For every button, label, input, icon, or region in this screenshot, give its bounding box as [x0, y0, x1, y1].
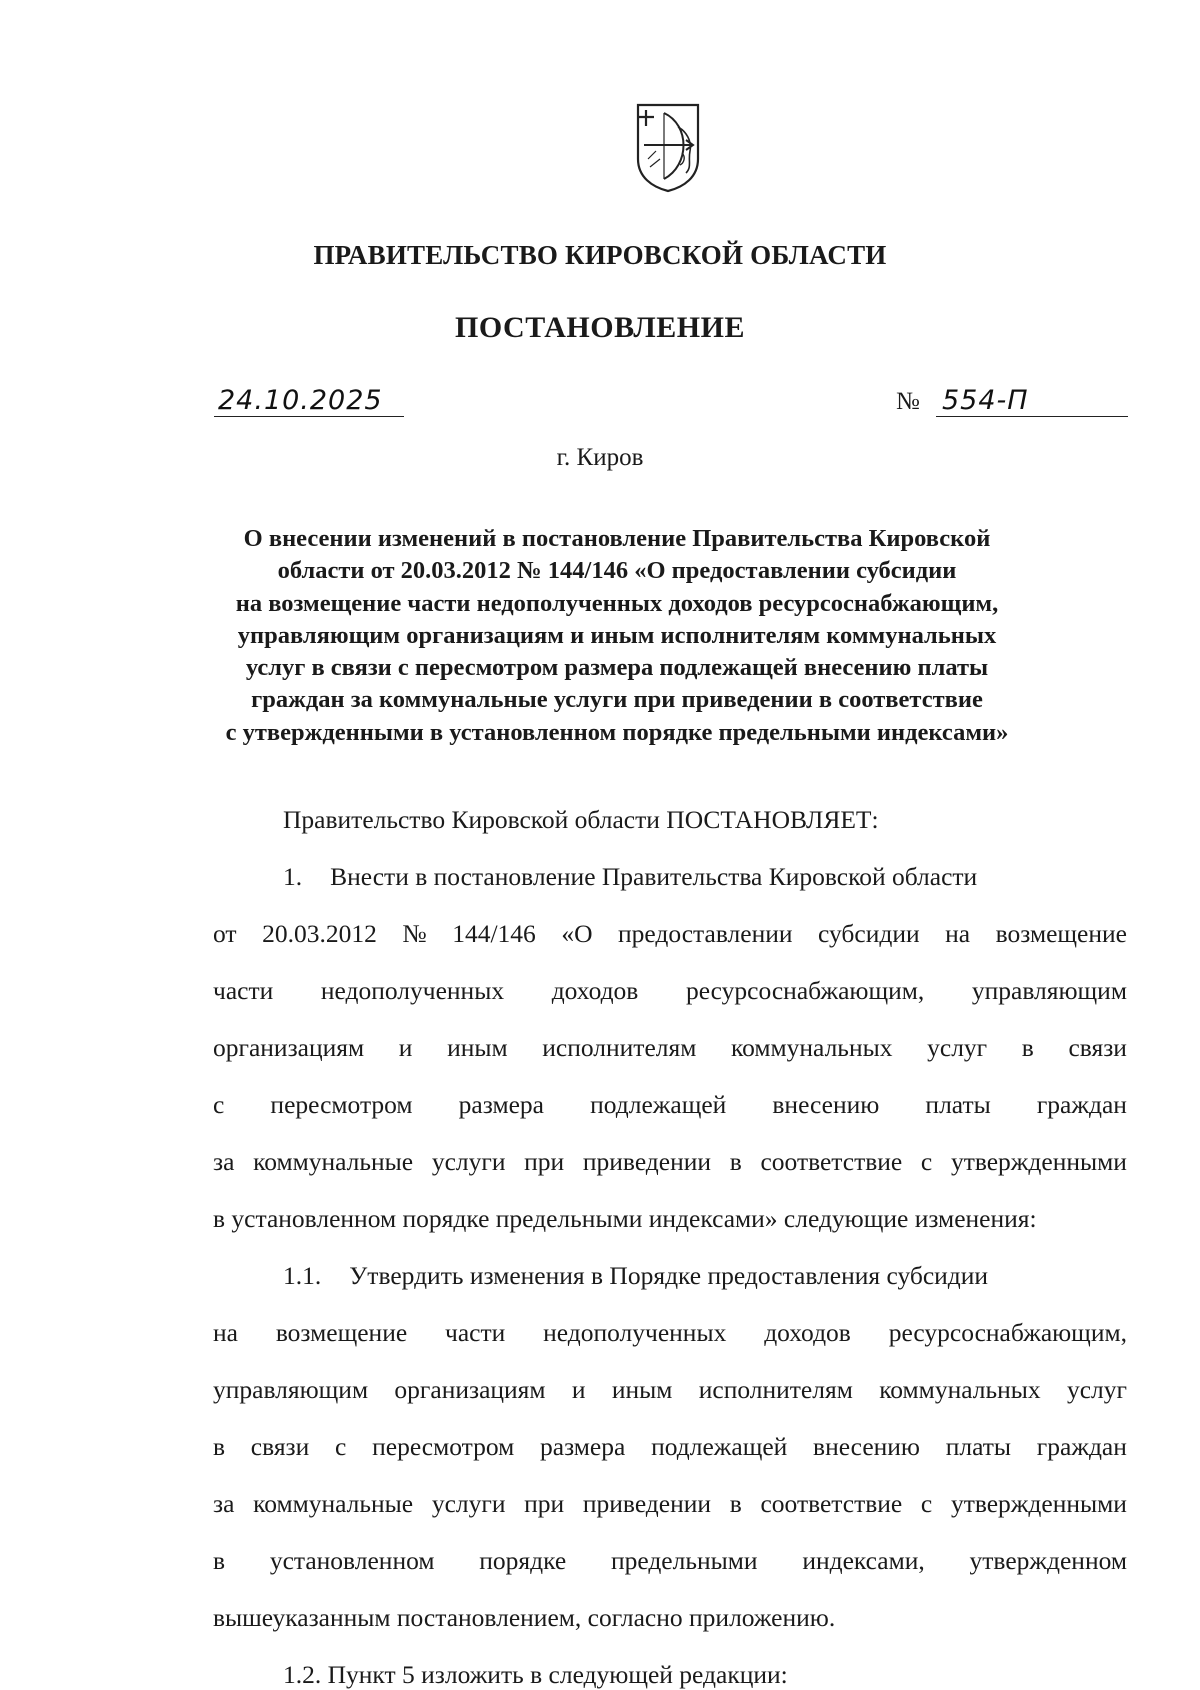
- paragraph-1-line: [213, 919, 1127, 949]
- word: коммунальные: [253, 1147, 414, 1176]
- word: недополученных: [320, 976, 505, 1005]
- word: индексами,: [802, 1546, 925, 1575]
- word: №: [402, 919, 427, 948]
- word: с: [920, 1147, 933, 1176]
- word: 20.03.2012: [262, 919, 377, 948]
- word: на: [213, 1318, 238, 1347]
- date-underline: [214, 416, 404, 417]
- paragraph-1-1-line: [213, 1375, 1127, 1405]
- word: подлежащей: [651, 1432, 788, 1461]
- word: предоставлении: [618, 919, 793, 948]
- preamble: Правительство Кировской области ПОСТАНОВЛЯЕТ:: [283, 805, 879, 834]
- paragraph-1-first-text: Внести в постановление Правительства Кировской области: [330, 862, 978, 891]
- word: услуг: [927, 1033, 988, 1062]
- word: внесению: [813, 1432, 920, 1461]
- word: субсидии: [818, 919, 920, 948]
- paragraph-1-number: 1.: [283, 862, 303, 891]
- word: и: [571, 1375, 586, 1404]
- paragraph-1-line: [213, 1090, 1127, 1120]
- word: размера: [540, 1432, 626, 1461]
- title-line: области от 20.03.2012 № 144/146 «О предоставлении субсидии: [277, 557, 957, 585]
- word: за: [213, 1489, 235, 1518]
- word: организациям: [213, 1033, 365, 1062]
- number-underline: [936, 416, 1128, 417]
- title-line: услуг в связи с пересмотром размера подлежащей внесению платы: [245, 654, 989, 682]
- title-line: на возмещение части недополученных доходов ресурсоснабжающим,: [235, 589, 999, 617]
- word: предельными: [610, 1546, 758, 1575]
- document-title: [200, 523, 1034, 749]
- word: ресурсоснабжающим,: [888, 1318, 1127, 1347]
- word: «О: [561, 919, 593, 948]
- paragraph-1-line: [213, 1147, 1127, 1177]
- word: пересмотром: [270, 1090, 413, 1119]
- word: связи: [1068, 1033, 1127, 1062]
- title-line: граждан за коммунальные услуги при приведении в соответствие: [251, 686, 983, 714]
- word: граждан: [1036, 1090, 1127, 1119]
- word: с: [213, 1090, 225, 1119]
- word: утвержденном: [969, 1546, 1127, 1575]
- word: иным: [447, 1033, 508, 1062]
- word: иным: [611, 1375, 673, 1404]
- title-line: с утвержденными в установленном порядке предельными индексами»: [225, 718, 1009, 746]
- word: соответствие: [760, 1489, 903, 1518]
- word: с: [335, 1432, 347, 1461]
- word: в: [729, 1489, 742, 1518]
- word: и: [398, 1033, 413, 1062]
- word: доходов: [764, 1318, 851, 1347]
- word: в: [213, 1546, 226, 1575]
- word: внесению: [772, 1090, 880, 1119]
- paragraph-1-1-line: [213, 1318, 1127, 1348]
- paragraph-1-1-last-line: вышеуказанным постановлением, согласно приложению.: [213, 1603, 836, 1632]
- word: связи: [250, 1432, 310, 1461]
- word: приведении: [582, 1489, 712, 1518]
- word: услуги: [431, 1489, 506, 1518]
- title-line: О внесении изменений в постановление Правительства Кировской: [243, 525, 991, 552]
- word: граждан: [1036, 1432, 1127, 1461]
- city: г. Киров: [556, 444, 644, 471]
- word: соответствие: [760, 1147, 903, 1176]
- paragraph-1-line: [213, 1033, 1127, 1063]
- word: управляющим: [213, 1375, 369, 1404]
- word: возмещение: [995, 919, 1127, 948]
- word: 144/146: [452, 919, 536, 948]
- word: в: [1021, 1033, 1034, 1062]
- word: порядке: [479, 1546, 567, 1575]
- number-sign: №: [896, 388, 920, 415]
- word: услуги: [431, 1147, 506, 1176]
- word: платы: [945, 1432, 1012, 1461]
- number-handwritten: 554-П: [942, 385, 1029, 416]
- word: на: [945, 919, 971, 948]
- paragraph-1-first-line: [213, 862, 1197, 892]
- word: подлежащей: [590, 1090, 727, 1119]
- word: в: [213, 1432, 226, 1461]
- word: коммунальных: [879, 1375, 1041, 1404]
- word: возмещение: [275, 1318, 408, 1347]
- paragraph-1-1-line: [213, 1489, 1127, 1519]
- word: приведении: [582, 1147, 712, 1176]
- word: размера: [458, 1090, 544, 1119]
- word: доходов: [551, 976, 639, 1005]
- paragraph-1-1-number: 1.1.: [283, 1261, 322, 1290]
- word: платы: [925, 1090, 991, 1119]
- word: коммунальные: [253, 1489, 414, 1518]
- title-line: управляющим организациям и иным исполнителям коммунальных: [237, 621, 997, 649]
- kirov-oblast-coat-of-arms-icon: [634, 101, 702, 193]
- word: от: [213, 919, 237, 948]
- word: исполнителям: [698, 1375, 853, 1404]
- paragraph-1-1-line: [213, 1432, 1127, 1462]
- date-handwritten: 24.10.2025: [218, 385, 383, 416]
- word: части: [213, 976, 274, 1005]
- word: организациям: [394, 1375, 546, 1404]
- paragraph-1-line: [213, 976, 1127, 1006]
- word: с: [920, 1489, 933, 1518]
- paragraph-1-2: 1.2. Пункт 5 изложить в следующей редакции:: [283, 1660, 788, 1689]
- word: услуг: [1066, 1375, 1127, 1404]
- word: утвержденными: [950, 1489, 1127, 1518]
- word: ресурсоснабжающим,: [685, 976, 925, 1005]
- paragraph-1-1-line: [213, 1546, 1127, 1576]
- word: недополученных: [543, 1318, 727, 1347]
- word: управляющим: [971, 976, 1127, 1005]
- word: при: [524, 1489, 565, 1518]
- word: в: [729, 1147, 742, 1176]
- word: за: [213, 1147, 235, 1176]
- word: утвержденными: [950, 1147, 1127, 1176]
- paragraph-1-1-first-text: Утвердить изменения в Порядке предоставления субсидии: [349, 1261, 989, 1290]
- word: пересмотром: [372, 1432, 515, 1461]
- word: установленном: [269, 1546, 435, 1575]
- word: части: [445, 1318, 506, 1347]
- document-number: [896, 385, 1128, 417]
- document-type: ПОСТАНОВЛЕНИЕ: [455, 311, 745, 344]
- word: при: [524, 1147, 565, 1176]
- organization-name: ПРАВИТЕЛЬСТВО КИРОВСКОЙ ОБЛАСТИ: [313, 240, 887, 270]
- word: исполнителям: [542, 1033, 697, 1062]
- paragraph-1-1-first-line: [213, 1261, 1197, 1291]
- word: коммунальных: [731, 1033, 893, 1062]
- paragraph-1-last-line: в установленном порядке предельными индексами» следующие изменения:: [213, 1204, 1037, 1233]
- document-date: [214, 385, 404, 417]
